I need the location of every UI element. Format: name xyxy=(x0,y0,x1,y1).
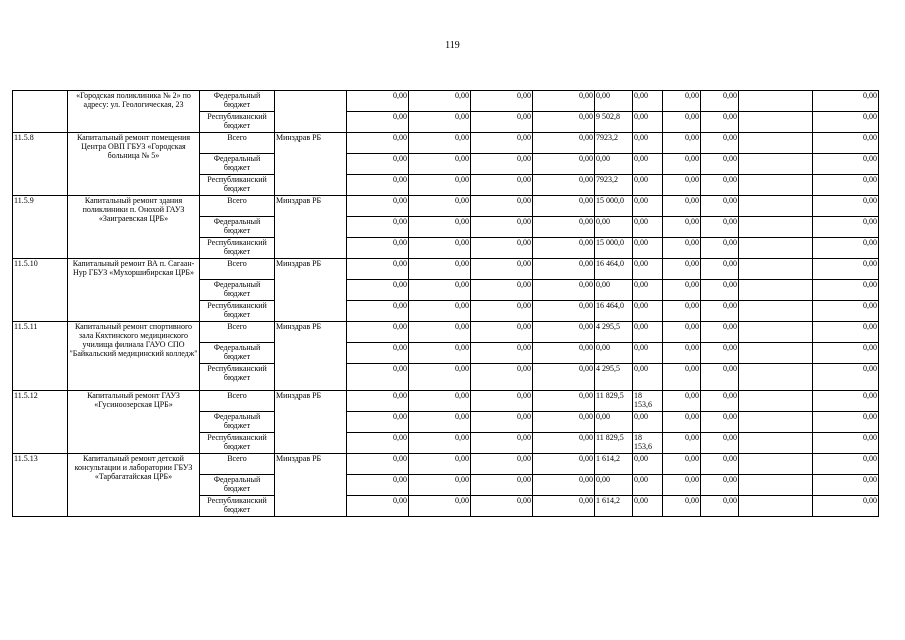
value-year-8: 0,00 xyxy=(701,412,739,433)
value-year-4: 0,00 xyxy=(533,433,595,454)
value-year-1: 0,00 xyxy=(347,322,409,343)
executor: Минздрав РБ xyxy=(275,454,347,517)
value-total: 0,00 xyxy=(813,322,879,343)
value-extra xyxy=(739,412,813,433)
value-year-5: 0,00 xyxy=(595,412,633,433)
executor: Минздрав РБ xyxy=(275,391,347,454)
value-total: 0,00 xyxy=(813,412,879,433)
value-year-2: 0,00 xyxy=(409,91,471,112)
item-name: Капитальный ремонт детской консультации и лаборатории ГБУЗ «Тарбагатайская ЦРБ» xyxy=(68,454,200,517)
value-year-7: 0,00 xyxy=(663,217,701,238)
value-year-3: 0,00 xyxy=(471,112,533,133)
value-year-3: 0,00 xyxy=(471,454,533,475)
value-year-5: 4 295,5 xyxy=(595,364,633,391)
item-name: «Городская поликлиника № 2» по адресу: ул. Геологическая, 23 xyxy=(68,91,200,133)
funding-source: Федеральный бюджет xyxy=(200,280,275,301)
value-year-7: 0,00 xyxy=(663,301,701,322)
value-total: 0,00 xyxy=(813,133,879,154)
table-row xyxy=(13,91,879,112)
value-total: 0,00 xyxy=(813,154,879,175)
value-extra xyxy=(739,112,813,133)
value-year-1: 0,00 xyxy=(347,280,409,301)
value-year-4: 0,00 xyxy=(533,343,595,364)
value-year-1: 0,00 xyxy=(347,238,409,259)
value-year-2: 0,00 xyxy=(409,196,471,217)
value-year-2: 0,00 xyxy=(409,496,471,517)
value-year-2: 0,00 xyxy=(409,391,471,412)
value-extra xyxy=(739,238,813,259)
funding-source: Всего xyxy=(200,391,275,412)
value-year-8: 0,00 xyxy=(701,154,739,175)
value-total: 0,00 xyxy=(813,454,879,475)
value-year-1: 0,00 xyxy=(347,391,409,412)
value-year-6: 0,00 xyxy=(633,133,663,154)
value-year-3: 0,00 xyxy=(471,364,533,391)
value-year-7: 0,00 xyxy=(663,343,701,364)
value-total: 0,00 xyxy=(813,301,879,322)
value-year-4: 0,00 xyxy=(533,196,595,217)
value-year-3: 0,00 xyxy=(471,175,533,196)
value-year-6: 18 153,6 xyxy=(633,391,663,412)
value-year-6: 0,00 xyxy=(633,217,663,238)
value-year-1: 0,00 xyxy=(347,412,409,433)
value-year-8: 0,00 xyxy=(701,391,739,412)
value-year-5: 1 614,2 xyxy=(595,496,633,517)
value-year-6: 0,00 xyxy=(633,154,663,175)
value-year-3: 0,00 xyxy=(471,238,533,259)
funding-source: Всего xyxy=(200,322,275,343)
item-name: Капитальный ремонт спортивного зала Кяхтинского медицинского училища филиала ГАУО СПО "Байкальский медицинский колледж" xyxy=(68,322,200,391)
value-year-7: 0,00 xyxy=(663,91,701,112)
value-year-8: 0,00 xyxy=(701,280,739,301)
value-year-8: 0,00 xyxy=(701,433,739,454)
value-year-7: 0,00 xyxy=(663,112,701,133)
funding-source: Всего xyxy=(200,196,275,217)
value-year-4: 0,00 xyxy=(533,364,595,391)
funding-source: Федеральный бюджет xyxy=(200,154,275,175)
value-year-5: 16 464,0 xyxy=(595,301,633,322)
value-year-4: 0,00 xyxy=(533,322,595,343)
funding-source: Федеральный бюджет xyxy=(200,343,275,364)
value-year-1: 0,00 xyxy=(347,454,409,475)
value-year-5: 15 000,0 xyxy=(595,238,633,259)
value-year-7: 0,00 xyxy=(663,391,701,412)
value-year-8: 0,00 xyxy=(701,496,739,517)
value-year-5: 0,00 xyxy=(595,217,633,238)
value-total: 0,00 xyxy=(813,238,879,259)
value-year-3: 0,00 xyxy=(471,496,533,517)
value-year-7: 0,00 xyxy=(663,322,701,343)
table-row xyxy=(13,391,879,412)
value-year-7: 0,00 xyxy=(663,154,701,175)
funding-source: Всего xyxy=(200,133,275,154)
value-extra xyxy=(739,133,813,154)
value-year-5: 0,00 xyxy=(595,475,633,496)
value-total: 0,00 xyxy=(813,364,879,391)
value-extra xyxy=(739,301,813,322)
value-year-8: 0,00 xyxy=(701,475,739,496)
value-year-8: 0,00 xyxy=(701,259,739,280)
value-year-2: 0,00 xyxy=(409,475,471,496)
value-year-3: 0,00 xyxy=(471,301,533,322)
value-year-2: 0,00 xyxy=(409,412,471,433)
value-year-4: 0,00 xyxy=(533,259,595,280)
value-year-3: 0,00 xyxy=(471,196,533,217)
budget-table xyxy=(12,90,879,517)
item-code: 11.5.13 xyxy=(13,454,68,517)
value-year-1: 0,00 xyxy=(347,154,409,175)
executor: Минздрав РБ xyxy=(275,133,347,196)
table-row xyxy=(13,196,879,217)
table-row xyxy=(13,454,879,475)
value-year-5: 1 614,2 xyxy=(595,454,633,475)
value-year-1: 0,00 xyxy=(347,475,409,496)
value-year-6: 0,00 xyxy=(633,454,663,475)
value-year-8: 0,00 xyxy=(701,238,739,259)
value-extra xyxy=(739,280,813,301)
value-year-3: 0,00 xyxy=(471,322,533,343)
value-year-4: 0,00 xyxy=(533,217,595,238)
value-year-5: 0,00 xyxy=(595,343,633,364)
value-year-2: 0,00 xyxy=(409,154,471,175)
value-year-8: 0,00 xyxy=(701,175,739,196)
page-number: 119 xyxy=(445,40,460,51)
value-year-1: 0,00 xyxy=(347,301,409,322)
value-year-6: 0,00 xyxy=(633,112,663,133)
value-year-8: 0,00 xyxy=(701,91,739,112)
value-year-4: 0,00 xyxy=(533,454,595,475)
value-year-4: 0,00 xyxy=(533,412,595,433)
executor: Минздрав РБ xyxy=(275,259,347,322)
item-name: Капитальный ремонт ГАУЗ «Гусиноозерская ЦРБ» xyxy=(68,391,200,454)
value-year-8: 0,00 xyxy=(701,364,739,391)
value-year-5: 0,00 xyxy=(595,154,633,175)
value-year-6: 0,00 xyxy=(633,475,663,496)
value-year-7: 0,00 xyxy=(663,433,701,454)
value-year-5: 11 829,5 xyxy=(595,433,633,454)
funding-source: Республиканский бюджет xyxy=(200,238,275,259)
value-extra xyxy=(739,175,813,196)
value-year-2: 0,00 xyxy=(409,322,471,343)
value-year-4: 0,00 xyxy=(533,475,595,496)
value-year-2: 0,00 xyxy=(409,343,471,364)
value-year-4: 0,00 xyxy=(533,280,595,301)
value-year-7: 0,00 xyxy=(663,280,701,301)
value-year-2: 0,00 xyxy=(409,454,471,475)
value-year-2: 0,00 xyxy=(409,175,471,196)
value-year-1: 0,00 xyxy=(347,433,409,454)
value-year-1: 0,00 xyxy=(347,259,409,280)
funding-source: Республиканский бюджет xyxy=(200,175,275,196)
value-year-1: 0,00 xyxy=(347,91,409,112)
value-year-3: 0,00 xyxy=(471,475,533,496)
value-year-7: 0,00 xyxy=(663,454,701,475)
table-row xyxy=(13,133,879,154)
value-year-6: 0,00 xyxy=(633,238,663,259)
value-extra xyxy=(739,196,813,217)
value-year-6: 0,00 xyxy=(633,175,663,196)
value-year-2: 0,00 xyxy=(409,133,471,154)
item-code: 11.5.11 xyxy=(13,322,68,391)
value-year-4: 0,00 xyxy=(533,154,595,175)
value-extra xyxy=(739,343,813,364)
item-code: 11.5.12 xyxy=(13,391,68,454)
value-total: 0,00 xyxy=(813,475,879,496)
value-year-6: 0,00 xyxy=(633,412,663,433)
value-year-4: 0,00 xyxy=(533,175,595,196)
value-year-1: 0,00 xyxy=(347,496,409,517)
value-year-3: 0,00 xyxy=(471,91,533,112)
value-year-4: 0,00 xyxy=(533,133,595,154)
value-extra xyxy=(739,391,813,412)
value-year-8: 0,00 xyxy=(701,217,739,238)
value-year-5: 7923,2 xyxy=(595,175,633,196)
value-extra xyxy=(739,475,813,496)
value-year-3: 0,00 xyxy=(471,133,533,154)
table-row xyxy=(13,259,879,280)
value-year-1: 0,00 xyxy=(347,175,409,196)
value-total: 0,00 xyxy=(813,496,879,517)
value-year-3: 0,00 xyxy=(471,391,533,412)
value-year-2: 0,00 xyxy=(409,238,471,259)
value-year-4: 0,00 xyxy=(533,112,595,133)
value-year-7: 0,00 xyxy=(663,259,701,280)
value-year-5: 11 829,5 xyxy=(595,391,633,412)
value-extra xyxy=(739,322,813,343)
value-year-2: 0,00 xyxy=(409,433,471,454)
value-year-2: 0,00 xyxy=(409,280,471,301)
value-year-1: 0,00 xyxy=(347,364,409,391)
value-year-4: 0,00 xyxy=(533,91,595,112)
value-year-6: 0,00 xyxy=(633,91,663,112)
funding-source: Всего xyxy=(200,259,275,280)
value-year-8: 0,00 xyxy=(701,322,739,343)
value-year-1: 0,00 xyxy=(347,196,409,217)
value-extra xyxy=(739,154,813,175)
value-total: 0,00 xyxy=(813,91,879,112)
value-year-3: 0,00 xyxy=(471,412,533,433)
value-year-1: 0,00 xyxy=(347,133,409,154)
value-total: 0,00 xyxy=(813,280,879,301)
funding-source: Республиканский бюджет xyxy=(200,301,275,322)
funding-source: Федеральный бюджет xyxy=(200,217,275,238)
value-year-6: 0,00 xyxy=(633,259,663,280)
value-year-1: 0,00 xyxy=(347,112,409,133)
value-year-5: 4 295,5 xyxy=(595,322,633,343)
funding-source: Республиканский бюджет xyxy=(200,496,275,517)
value-year-7: 0,00 xyxy=(663,496,701,517)
value-year-8: 0,00 xyxy=(701,301,739,322)
value-extra xyxy=(739,259,813,280)
value-year-6: 0,00 xyxy=(633,322,663,343)
item-code: 11.5.10 xyxy=(13,259,68,322)
item-name: Капитальный ремонт здания поликлиники п. Онохой ГАУЗ «Заиграевская ЦРБ» xyxy=(68,196,200,259)
value-year-8: 0,00 xyxy=(701,454,739,475)
item-code xyxy=(13,91,68,133)
value-year-7: 0,00 xyxy=(663,196,701,217)
funding-source: Республиканский бюджет xyxy=(200,364,275,391)
value-year-6: 0,00 xyxy=(633,496,663,517)
value-year-2: 0,00 xyxy=(409,112,471,133)
value-year-3: 0,00 xyxy=(471,259,533,280)
value-total: 0,00 xyxy=(813,391,879,412)
value-year-1: 0,00 xyxy=(347,343,409,364)
value-extra xyxy=(739,91,813,112)
value-year-5: 7923,2 xyxy=(595,133,633,154)
value-year-5: 16 464,0 xyxy=(595,259,633,280)
value-year-6: 0,00 xyxy=(633,196,663,217)
item-code: 11.5.9 xyxy=(13,196,68,259)
value-year-8: 0,00 xyxy=(701,343,739,364)
value-year-2: 0,00 xyxy=(409,259,471,280)
value-year-3: 0,00 xyxy=(471,217,533,238)
value-total: 0,00 xyxy=(813,433,879,454)
value-year-4: 0,00 xyxy=(533,391,595,412)
executor xyxy=(275,91,347,133)
value-year-8: 0,00 xyxy=(701,133,739,154)
value-year-6: 0,00 xyxy=(633,280,663,301)
value-year-8: 0,00 xyxy=(701,112,739,133)
value-total: 0,00 xyxy=(813,196,879,217)
value-total: 0,00 xyxy=(813,343,879,364)
funding-source: Республиканский бюджет xyxy=(200,112,275,133)
value-year-7: 0,00 xyxy=(663,475,701,496)
funding-source: Федеральный бюджет xyxy=(200,412,275,433)
value-year-4: 0,00 xyxy=(533,238,595,259)
value-year-5: 0,00 xyxy=(595,91,633,112)
value-year-5: 15 000,0 xyxy=(595,196,633,217)
value-extra xyxy=(739,364,813,391)
value-year-6: 0,00 xyxy=(633,343,663,364)
value-extra xyxy=(739,217,813,238)
value-extra xyxy=(739,496,813,517)
value-year-8: 0,00 xyxy=(701,196,739,217)
value-year-1: 0,00 xyxy=(347,217,409,238)
value-year-7: 0,00 xyxy=(663,412,701,433)
value-year-4: 0,00 xyxy=(533,301,595,322)
value-year-7: 0,00 xyxy=(663,364,701,391)
value-extra xyxy=(739,454,813,475)
value-total: 0,00 xyxy=(813,112,879,133)
funding-source: Федеральный бюджет xyxy=(200,475,275,496)
value-year-2: 0,00 xyxy=(409,301,471,322)
value-year-4: 0,00 xyxy=(533,496,595,517)
value-year-6: 0,00 xyxy=(633,364,663,391)
value-year-2: 0,00 xyxy=(409,217,471,238)
table-row xyxy=(13,322,879,343)
value-year-7: 0,00 xyxy=(663,175,701,196)
value-year-5: 9 502,8 xyxy=(595,112,633,133)
item-name: Капитальный ремонт ВА п. Сагаан-Нур ГБУЗ «Мухоршибирская ЦРБ» xyxy=(68,259,200,322)
value-total: 0,00 xyxy=(813,217,879,238)
item-name: Капитальный ремонт помещения Центра ОВП ГБУЗ «Городская больница № 5» xyxy=(68,133,200,196)
value-year-5: 0,00 xyxy=(595,280,633,301)
value-year-3: 0,00 xyxy=(471,154,533,175)
funding-source: Федеральный бюджет xyxy=(200,91,275,112)
executor: Минздрав РБ xyxy=(275,196,347,259)
funding-source: Всего xyxy=(200,454,275,475)
value-total: 0,00 xyxy=(813,259,879,280)
executor: Минздрав РБ xyxy=(275,322,347,391)
value-year-3: 0,00 xyxy=(471,343,533,364)
value-total: 0,00 xyxy=(813,175,879,196)
item-code: 11.5.8 xyxy=(13,133,68,196)
value-year-6: 0,00 xyxy=(633,301,663,322)
value-year-2: 0,00 xyxy=(409,364,471,391)
value-extra xyxy=(739,433,813,454)
value-year-3: 0,00 xyxy=(471,280,533,301)
value-year-7: 0,00 xyxy=(663,238,701,259)
value-year-3: 0,00 xyxy=(471,433,533,454)
value-year-7: 0,00 xyxy=(663,133,701,154)
value-year-6: 18 153,6 xyxy=(633,433,663,454)
funding-source: Республиканский бюджет xyxy=(200,433,275,454)
